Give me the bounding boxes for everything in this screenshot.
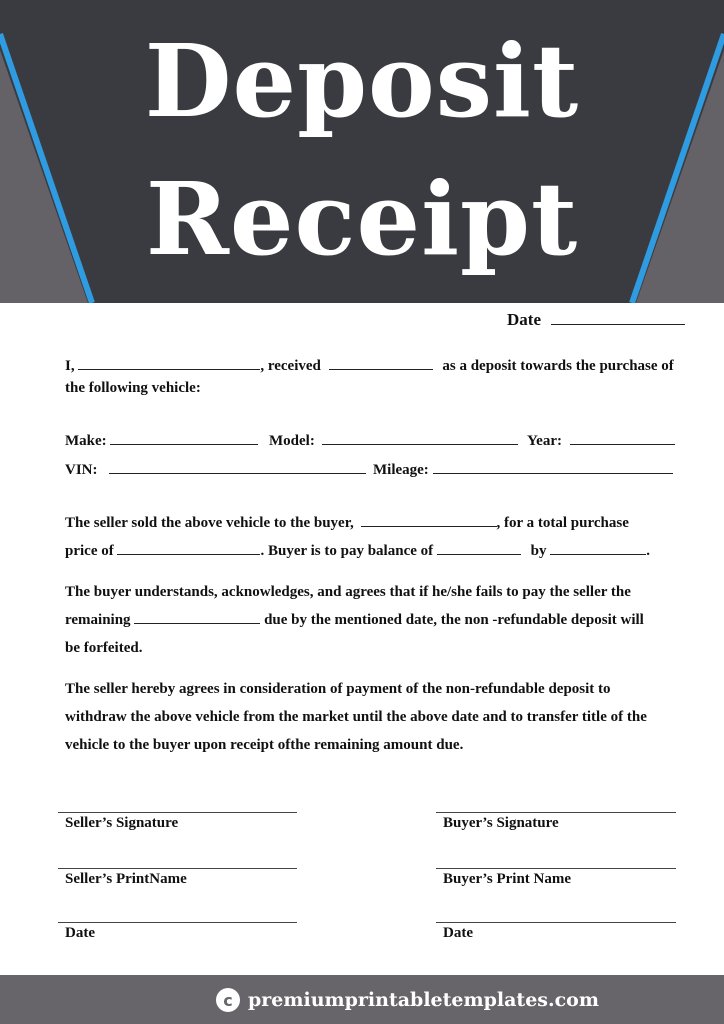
date-blank[interactable] (551, 324, 685, 325)
mileage-blank[interactable] (433, 473, 673, 474)
balance-date-blank[interactable] (550, 554, 646, 555)
seller-print-name-label: Seller’s PrintName (65, 871, 187, 887)
title-line-1: Deposit (144, 22, 580, 140)
sale-line-2 (65, 543, 650, 560)
make-label: Make: (65, 433, 107, 449)
intro-deposit-text: as a deposit towards the purchase of (442, 358, 674, 374)
total-price-blank[interactable] (117, 554, 260, 555)
year-field (527, 433, 675, 450)
vin-field (65, 462, 366, 479)
sale-by-label: by (530, 543, 547, 559)
date-label: Date (507, 310, 541, 329)
forfeit-remaining-label: remaining (65, 612, 131, 628)
agreement-line-2: withdraw the above vehicle from the market until the above date and to transfer title of the (65, 709, 647, 725)
seller-signature-label: Seller’s Signature (65, 815, 179, 831)
forfeit-text: due by the mentioned date, the non -refundable deposit will (264, 612, 644, 628)
model-field (269, 433, 518, 450)
seller-signature-line[interactable] (58, 812, 297, 813)
sale-text-a: The seller sold the above vehicle to the buyer, (65, 515, 354, 531)
remaining-amount-blank[interactable] (134, 623, 260, 624)
deposit-amount-blank[interactable] (329, 369, 433, 370)
seller-date-line[interactable] (58, 922, 297, 923)
mileage-field (373, 462, 673, 479)
forfeit-line-3: be forfeited. (65, 640, 143, 656)
forfeit-line-1: The buyer understands, acknowledges, and agrees that if he/she fails to pay the seller the (65, 584, 631, 600)
make-field (65, 433, 258, 450)
intro-line-2: the following vehicle: (65, 380, 201, 396)
intro-line-1 (65, 358, 674, 375)
document-title (0, 12, 724, 288)
sale-balance-text: . Buyer is to pay balance of (260, 543, 434, 559)
title-line-2: Receipt (145, 160, 579, 278)
buyer-print-name-line[interactable] (436, 868, 676, 869)
buyer-name-blank[interactable] (361, 526, 497, 527)
model-blank[interactable] (322, 444, 518, 445)
seller-date-label: Date (65, 925, 95, 941)
buyer-signature-label: Buyer’s Signature (443, 815, 559, 831)
buyer-date-label: Date (443, 925, 473, 941)
intro-received-text: , received (260, 358, 321, 374)
vin-blank[interactable] (109, 473, 366, 474)
vin-label: VIN: (65, 462, 98, 478)
sale-line-1 (65, 515, 629, 532)
copyright-icon: c (216, 988, 240, 1012)
model-label: Model: (269, 433, 315, 449)
date-field (507, 310, 685, 330)
forfeit-line-2 (65, 612, 644, 629)
footer-credit (216, 987, 599, 1013)
buyer-date-line[interactable] (436, 922, 676, 923)
header-banner (0, 0, 724, 303)
year-blank[interactable] (570, 444, 675, 445)
sale-text-b: , for a total purchase (496, 515, 629, 531)
seller-print-name-line[interactable] (58, 868, 297, 869)
make-blank[interactable] (110, 444, 258, 445)
footer-website-link[interactable]: premiumprintabletemplates.com (248, 989, 599, 1011)
agreement-line-3: vehicle to the buyer upon receipt ofthe remaining amount due. (65, 737, 464, 753)
mileage-label: Mileage: (373, 462, 429, 478)
agreement-line-1: The seller hereby agrees in consideration of payment of the non-refundable deposit to (65, 681, 611, 697)
footer-bar (0, 975, 724, 1024)
sale-price-label: price of (65, 543, 114, 559)
intro-i-label: I, (65, 358, 75, 374)
balance-amount-blank[interactable] (437, 554, 521, 555)
buyer-signature-line[interactable] (436, 812, 676, 813)
sale-period: . (646, 543, 650, 559)
buyer-print-name-label: Buyer’s Print Name (443, 871, 572, 887)
year-label: Year: (527, 433, 562, 449)
receiver-name-blank[interactable] (78, 369, 260, 370)
